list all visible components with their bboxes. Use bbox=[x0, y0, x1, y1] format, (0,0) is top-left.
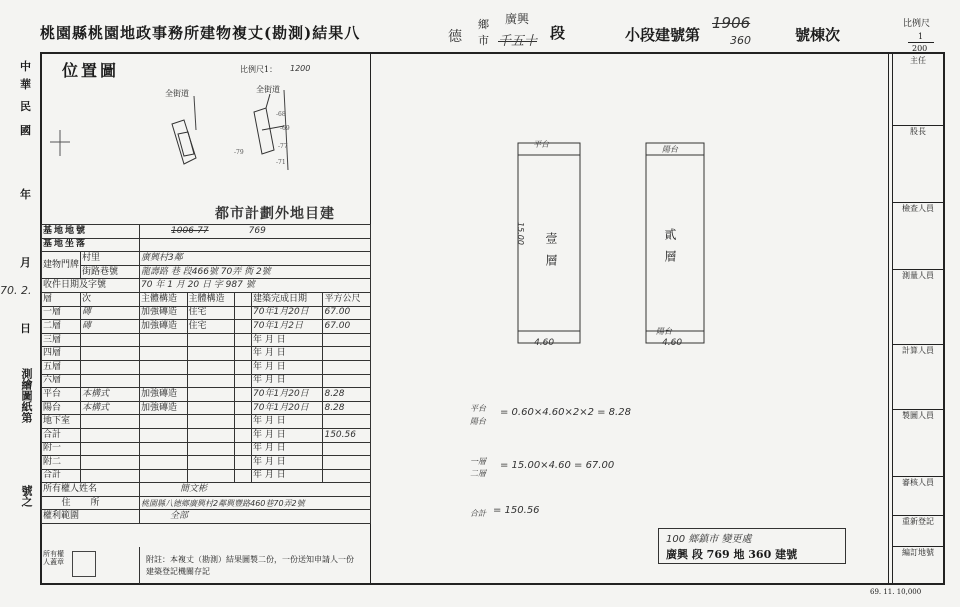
side-cell-label: 製圖人員 bbox=[902, 411, 934, 420]
side-cell-lot-numbering bbox=[893, 547, 943, 583]
rights-value: 全部 bbox=[140, 510, 371, 524]
floor-cell: 五層 bbox=[42, 360, 81, 374]
use-cell bbox=[187, 401, 235, 415]
annex-row bbox=[42, 442, 371, 456]
svg-text:-79: -79 bbox=[234, 149, 244, 156]
address-row bbox=[42, 496, 371, 510]
struct-cell: 本構式 bbox=[81, 401, 140, 415]
struct-cell: 磚 bbox=[81, 320, 140, 334]
date-cell: 年 月 日 bbox=[252, 428, 323, 442]
note-text: 附註：本複丈（勘測）結果圖製二份，一份送知申請人一份建築登記機關存記 bbox=[146, 555, 354, 576]
second-floor-label: 貳層 bbox=[663, 228, 677, 272]
floor-row bbox=[42, 306, 371, 320]
struct-cell bbox=[81, 415, 140, 429]
blank-cell bbox=[235, 388, 252, 402]
area-cell bbox=[323, 360, 371, 374]
section-type-top: 鄉 bbox=[478, 18, 489, 31]
table-row bbox=[42, 252, 371, 266]
header-cell: 平方公尺 bbox=[323, 292, 371, 306]
row-value bbox=[140, 238, 371, 252]
calc2-label-b: 二層 bbox=[470, 469, 486, 478]
struct-cell: 本構式 bbox=[81, 388, 140, 402]
seal-label: 所有權人蓋章 bbox=[43, 550, 64, 566]
location-map-sketch bbox=[44, 90, 364, 210]
annex-cell: 合計 bbox=[42, 469, 81, 483]
date-cell: 年 月 日 bbox=[252, 360, 323, 374]
floor-row bbox=[42, 320, 371, 334]
area-cell: 67.00 bbox=[323, 306, 371, 320]
material-cell: 加強磚造 bbox=[140, 320, 188, 334]
row-label: 建物門牌 bbox=[42, 252, 81, 279]
date-cell: 年 月 日 bbox=[252, 374, 323, 388]
row-value: 70 年 1 月 20 日 字 987 號 bbox=[140, 279, 371, 293]
floor-row bbox=[42, 333, 371, 347]
material-cell bbox=[140, 333, 188, 347]
row-label: 基地地號 bbox=[42, 225, 140, 239]
side-cell-label: 主任 bbox=[910, 56, 926, 65]
table-row bbox=[42, 279, 371, 293]
address-label: 住所 bbox=[42, 496, 140, 510]
side-cell-label: 股長 bbox=[910, 127, 926, 136]
blank-cell bbox=[140, 456, 188, 470]
header-cell: 主體構造 bbox=[187, 292, 235, 306]
scale-numerator: 1 bbox=[918, 32, 924, 41]
floor-cell: 三層 bbox=[42, 333, 81, 347]
change-stamp-line1: 100 鄉鎮市 變更處 bbox=[666, 534, 752, 545]
second-floor-bottom-dim: 4.60 bbox=[662, 338, 683, 348]
location-map-road-label-1: 全街道 bbox=[165, 89, 189, 98]
floor-cell: 二層 bbox=[42, 320, 81, 334]
blank-cell bbox=[235, 306, 252, 320]
owner-value: 簡文彬 bbox=[140, 483, 371, 497]
floor-row bbox=[42, 347, 371, 361]
date-cell: 年 月 日 bbox=[252, 469, 323, 483]
svg-text:-68: -68 bbox=[276, 111, 286, 118]
side-cell-director bbox=[893, 55, 943, 126]
header-cell: 建築完成日期 bbox=[252, 292, 323, 306]
date-cell: 70年1月20日 bbox=[252, 401, 323, 415]
blank-cell bbox=[235, 347, 252, 361]
blank-cell bbox=[235, 415, 252, 429]
annex-row bbox=[42, 456, 371, 470]
row-value: 龍壽路 巷 段466號 70弄 衖 2號 bbox=[140, 265, 371, 279]
floor-cell: 陽台 bbox=[42, 401, 81, 415]
calc1-text: = 0.60×4.60×2×2 = 8.28 bbox=[500, 407, 631, 418]
table-row bbox=[42, 225, 371, 239]
blank-cell bbox=[187, 442, 235, 456]
blank-cell bbox=[323, 456, 371, 470]
table-row bbox=[42, 238, 371, 252]
divider-side-inner bbox=[888, 53, 889, 584]
first-floor-top-label: 平台 bbox=[533, 140, 549, 149]
date-cell: 70年1月2日 bbox=[252, 320, 323, 334]
location-map-stamp: 都市計劃外地目建 bbox=[215, 206, 335, 222]
floor-cell: 合計 bbox=[42, 428, 81, 442]
blank-cell bbox=[235, 442, 252, 456]
area-cell bbox=[323, 415, 371, 429]
floor-header-row bbox=[42, 292, 371, 306]
blank-cell bbox=[187, 469, 235, 483]
margin-char-6: 月 bbox=[20, 256, 31, 269]
annex-cell: 附一 bbox=[42, 442, 81, 456]
location-map-title: 位置圖 bbox=[62, 61, 120, 80]
use-cell bbox=[187, 333, 235, 347]
floor-row bbox=[42, 388, 371, 402]
second-floor-top-label: 陽台 bbox=[662, 145, 678, 154]
blank-cell bbox=[81, 442, 140, 456]
material-cell: 加強磚造 bbox=[140, 388, 188, 402]
margin-char-7: 日 bbox=[20, 322, 31, 335]
area-cell: 67.00 bbox=[323, 320, 371, 334]
form-title: 桃園縣桃園地政事務所建物複丈(勘測)結果八 bbox=[40, 24, 361, 42]
side-cell-surveyor bbox=[893, 270, 943, 345]
header-cell: 層 bbox=[42, 292, 81, 306]
blank-cell bbox=[187, 456, 235, 470]
row-label: 基地坐落 bbox=[42, 238, 140, 252]
area-cell bbox=[323, 347, 371, 361]
struct-cell bbox=[81, 333, 140, 347]
material-cell: 加強磚造 bbox=[140, 401, 188, 415]
svg-text:-71: -71 bbox=[276, 159, 286, 166]
floor-row bbox=[42, 374, 371, 388]
blank-cell bbox=[81, 456, 140, 470]
floor-row bbox=[42, 415, 371, 429]
struct-cell: 磚 bbox=[81, 306, 140, 320]
row-sublabel: 街路巷號 bbox=[81, 265, 140, 279]
blank-cell bbox=[235, 320, 252, 334]
use-cell bbox=[187, 347, 235, 361]
location-map-scale-label: 比例尺1： bbox=[240, 65, 278, 74]
margin-char-4: 國 bbox=[20, 124, 31, 137]
side-cell-label: 檢查人員 bbox=[902, 204, 934, 213]
calc2-text: = 15.00×4.60 = 67.00 bbox=[500, 460, 615, 471]
first-floor-bottom-dim: 4.60 bbox=[534, 338, 555, 348]
blank-cell bbox=[235, 360, 252, 374]
row-value bbox=[140, 225, 371, 239]
header-cell: 次 bbox=[81, 292, 140, 306]
first-floor-side-dim: 15.00 bbox=[516, 222, 525, 245]
material-cell: 加強磚造 bbox=[140, 306, 188, 320]
floor-cell: 六層 bbox=[42, 374, 81, 388]
margin-char-2: 華 bbox=[20, 78, 31, 91]
struct-cell bbox=[81, 360, 140, 374]
floor-row bbox=[42, 360, 371, 374]
number-suffix: 號棟次 bbox=[795, 26, 841, 44]
row-value: 廣興村3鄰 bbox=[140, 252, 371, 266]
area-cell: 8.28 bbox=[323, 401, 371, 415]
date-cell: 70年1月20日 bbox=[252, 306, 323, 320]
area-cell: 8.28 bbox=[323, 388, 371, 402]
margin-sheet-label: 測繪圖紙第 bbox=[20, 368, 33, 423]
first-floor-label: 壹層 bbox=[544, 232, 558, 276]
use-cell: 住宅 bbox=[187, 306, 235, 320]
location-map-road-label-2: 全街道 bbox=[256, 85, 280, 94]
scale-fraction-bar bbox=[908, 42, 934, 43]
date-cell: 年 月 日 bbox=[252, 442, 323, 456]
section-suffix: 段 bbox=[550, 24, 566, 42]
material-cell bbox=[140, 374, 188, 388]
use-cell bbox=[187, 374, 235, 388]
table-row bbox=[42, 265, 371, 279]
rights-label: 權利範圍 bbox=[42, 510, 140, 524]
blank-cell bbox=[81, 469, 140, 483]
floor-cell: 一層 bbox=[42, 306, 81, 320]
side-cell-calculator bbox=[893, 345, 943, 410]
seal-stamp bbox=[72, 551, 96, 577]
calc1-label-a: 平台 bbox=[470, 404, 486, 413]
header-cell bbox=[235, 292, 252, 306]
building-no-struck: 1906 bbox=[712, 14, 751, 32]
struct-cell bbox=[81, 347, 140, 361]
side-cell-label: 審核人員 bbox=[902, 478, 934, 487]
material-cell bbox=[140, 415, 188, 429]
section-type-bottom: 市 bbox=[478, 34, 489, 47]
area-cell bbox=[323, 374, 371, 388]
margin-sheet-suffix: 號之 bbox=[20, 485, 33, 507]
use-cell bbox=[187, 388, 235, 402]
blank-cell bbox=[235, 469, 252, 483]
annex-cell: 附二 bbox=[42, 456, 81, 470]
use-cell bbox=[187, 415, 235, 429]
use-cell bbox=[187, 428, 235, 442]
area-cell bbox=[323, 333, 371, 347]
row-label: 收件日期及字號 bbox=[42, 279, 140, 293]
blank-cell bbox=[235, 456, 252, 470]
blank-cell bbox=[140, 442, 188, 456]
floor-row bbox=[42, 428, 371, 442]
blank-cell bbox=[235, 428, 252, 442]
floor-plan-drawing bbox=[500, 135, 730, 355]
building-no: 360 bbox=[730, 34, 751, 47]
building-info-table bbox=[41, 224, 371, 524]
header-cell: 主體構造 bbox=[140, 292, 188, 306]
side-cell-label: 重新登記 bbox=[902, 517, 934, 526]
blank-cell bbox=[235, 401, 252, 415]
calc2-label-a: 一層 bbox=[470, 457, 486, 466]
margin-char-1: 中 bbox=[20, 60, 31, 73]
side-cell-label: 編訂地號 bbox=[902, 548, 934, 557]
section-struck: 千五十 bbox=[498, 34, 538, 49]
use-cell bbox=[187, 360, 235, 374]
scale-label: 比例尺 bbox=[903, 19, 931, 29]
side-cell-inspector bbox=[893, 203, 943, 270]
blank-cell bbox=[323, 469, 371, 483]
second-floor-bottom-label: 陽台 bbox=[656, 327, 672, 336]
blank-cell bbox=[140, 469, 188, 483]
side-cell-label: 計算人員 bbox=[902, 346, 934, 355]
blank-cell bbox=[235, 374, 252, 388]
lot-number: 769 bbox=[248, 225, 266, 236]
material-cell bbox=[140, 360, 188, 374]
side-cell-label: 測量人員 bbox=[902, 271, 934, 280]
subsection-label: 小段建號第 bbox=[625, 26, 701, 44]
floor-row bbox=[42, 401, 371, 415]
side-cell-section-chief bbox=[893, 126, 943, 203]
floor-cell: 平台 bbox=[42, 388, 81, 402]
scale-denominator: 200 bbox=[912, 44, 928, 53]
calc3-label: 合計 bbox=[470, 509, 486, 518]
owner-label: 所有權人姓名 bbox=[42, 483, 140, 497]
svg-text:-69: -69 bbox=[280, 125, 290, 132]
side-cell-reregistration bbox=[893, 516, 943, 547]
area-cell: 150.56 bbox=[323, 428, 371, 442]
print-code: 69. 11. 10,000 bbox=[870, 588, 922, 596]
calc3-text: = 150.56 bbox=[493, 505, 540, 516]
address-value: 桃園縣八德鄉廣興村2鄰興豐路460巷70弄2號 bbox=[140, 496, 371, 510]
floor-cell: 四層 bbox=[42, 347, 81, 361]
margin-handwritten-date: 70. 2. bbox=[0, 284, 32, 297]
date-cell: 年 月 日 bbox=[252, 456, 323, 470]
rights-row bbox=[42, 510, 371, 524]
blank-cell bbox=[323, 442, 371, 456]
floor-cell: 地下室 bbox=[42, 415, 81, 429]
struck-value: 1006-77 bbox=[171, 225, 209, 236]
side-cell-drafter bbox=[893, 410, 943, 477]
struct-cell bbox=[81, 374, 140, 388]
section-name: 廣興 bbox=[505, 12, 530, 26]
margin-char-5: 年 bbox=[20, 188, 31, 201]
date-cell: 年 月 日 bbox=[252, 333, 323, 347]
location-map-scale-value: 1200 bbox=[290, 64, 311, 73]
svg-text:-77: -77 bbox=[278, 143, 288, 150]
date-cell: 70年1月20日 bbox=[252, 388, 323, 402]
row-sublabel: 村里 bbox=[81, 252, 140, 266]
material-cell bbox=[140, 428, 188, 442]
calc1-label-b: 陽台 bbox=[470, 417, 486, 426]
owner-row bbox=[42, 483, 371, 497]
material-cell bbox=[140, 347, 188, 361]
annex-row bbox=[42, 469, 371, 483]
date-cell: 年 月 日 bbox=[252, 415, 323, 429]
change-stamp-line2: 廣興 段 769 地 360 建號 bbox=[666, 548, 798, 561]
date-cell: 年 月 日 bbox=[252, 347, 323, 361]
margin-char-3: 民 bbox=[20, 100, 31, 113]
struct-cell bbox=[81, 428, 140, 442]
section-prefix: 德 bbox=[448, 29, 462, 45]
use-cell: 住宅 bbox=[187, 320, 235, 334]
blank-cell bbox=[235, 333, 252, 347]
side-cell-reviewer bbox=[893, 477, 943, 516]
